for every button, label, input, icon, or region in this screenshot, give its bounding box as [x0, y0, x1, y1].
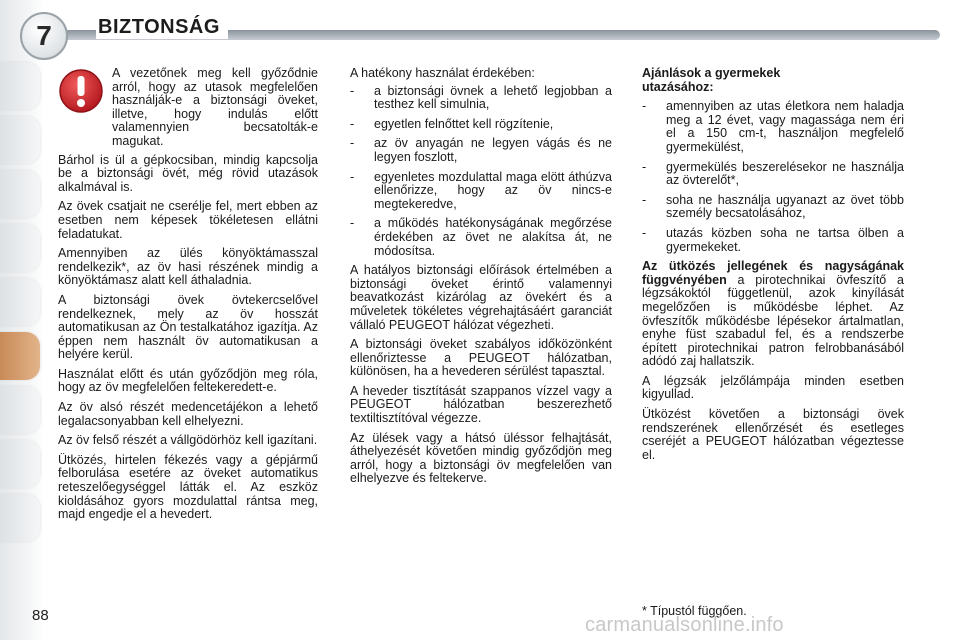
side-tab[interactable]	[0, 116, 40, 164]
paragraph: Ütközés, hirtelen fékezés vagy a gépjármű felborulása esetére az öveket automatikus reteszelőegységgel látták el. Az eszköz kioldásához gyors mozdulattal rántsa meg, majd engedje el a hevedert.	[58, 452, 318, 522]
side-tab[interactable]	[0, 494, 40, 542]
side-navigation-strip	[0, 0, 44, 640]
list-item: - gyermekülés beszerelésekor ne használja az övterelőt*,	[642, 161, 904, 188]
intro-paragraph	[58, 67, 318, 149]
paragraph-rest: a pirotechnikai övfeszítő a légzsákoktól függetlenül, azok kinyílását megelőzően is működésbe léphet. Az övfeszítők működésbe lépésekor ártalmatlan, enyhe füst szabadul fel, és a rendszerbe épített pirotechnikai patron felrobbanásából adódó zaj hallatszik.	[642, 272, 904, 369]
paragraph: A hatályos biztonsági előírások értelmében a biztonsági öveket érintő valamennyi beavatkozást kizárólag az övekért és a műveletek tökéletes végrehajtásáért garanciát vállaló PEUGEOT hálózat végezheti.	[350, 263, 612, 332]
list-item: - a működés hatékonyságának megőrzése érdekében az övet ne alakítsa át, ne módosítsa.	[350, 217, 612, 258]
paragraph: A biztonsági övek övtekercselővel rendelkeznek, mely az öv hosszát automatikusan az Ön testalkatához igazítja. Az éppen nem használt öv automatikusan a helyére kerül.	[58, 292, 318, 362]
chapter-badge	[20, 12, 68, 60]
chapter-number: 7	[36, 20, 52, 51]
side-tab[interactable]	[0, 278, 40, 326]
paragraph: Az övek csatjait ne cserélje fel, mert ebben az esetben nem képesek tökéletesen ellátni feladatukat.	[58, 199, 318, 241]
side-tab[interactable]	[0, 62, 40, 110]
paragraph: Használat előtt és után győződjön meg róla, hogy az öv megfelelően feltekeredett-e.	[58, 366, 318, 395]
pretensioner-paragraph	[642, 260, 904, 369]
paragraph: A légzsák jelzőlámpája minden esetben kigyullad.	[642, 373, 904, 402]
list-item: - egyetlen felnőttet kell rögzítenie,	[350, 118, 612, 132]
footnote: * Típustól függően.	[642, 604, 747, 618]
list-intro: A hatékony használat érdekében:	[350, 66, 535, 80]
column-1	[58, 67, 318, 528]
column-2	[350, 67, 612, 492]
side-tab-active[interactable]	[0, 332, 40, 380]
paragraph: Amennyiben az ülés könyöktámasszal rendelkezik*, az öv hasi részének mindig a könyöktámasz alatt kell áthaladnia.	[58, 246, 318, 288]
watermark: carmanualsonline.info	[585, 614, 784, 636]
list-item: - az öv anyagán ne legyen vágás és ne legyen foszlott,	[350, 137, 612, 164]
column-3	[642, 67, 904, 468]
paragraph: Az öv felső részét a vállgödörhöz kell igazítani.	[58, 433, 318, 448]
list-item: - a biztonsági övnek a lehető legjobban a testhez kell simulnia,	[350, 85, 612, 112]
list-item: - soha ne használja ugyanazt az övet több személy becsatolásához,	[642, 194, 904, 221]
bold-lead: Az ütközés jellegének és nagyságának függvényében	[642, 259, 904, 287]
list-item: - amennyiben az utas életkora nem haladja meg a 12 évet, vagy magassága nem éri el a 150 cm-t, használjon megfelelő gyermekülést,	[642, 100, 904, 154]
side-tab[interactable]	[0, 170, 40, 218]
intro-text: A vezetőnek meg kell győződnie arról, hogy az utasok megfelelően használják-e a biztonsági öveket, illetve, hogy indulás előtt valamennyien becsatolták-e magukat.	[112, 66, 318, 148]
paragraph: A biztonsági öveket szabályos időközönként ellenőriztesse a PEUGEOT hálózatban, különösen, ha a hevederen sérülést tapasztal.	[350, 337, 612, 379]
usage-list	[350, 85, 612, 259]
side-tab[interactable]	[0, 224, 40, 272]
paragraph: Bárhol is ül a gépkocsiban, mindig kapcsolja be a biztonsági övét, még rövid utazások alkalmával is.	[58, 152, 318, 194]
page-title: BIZTONSÁG	[96, 16, 228, 39]
paragraph: Az öv alsó részét medencetájékon a lehető legalacsonyabban kell elhelyezni.	[58, 400, 318, 428]
section-heading: Ajánlások a gyermekek utazásához:	[642, 66, 781, 94]
paragraph: Ütközést követően a biztonsági övek rendszerének ellenőrzését és esetleges cseréjét a PEUGEOT hálózatban végeztesse el.	[642, 407, 904, 462]
paragraph: A heveder tisztítását szappanos vízzel vagy a PEUGEOT hálózatban beszerezhető textiltisztítóval végezze.	[350, 383, 612, 426]
side-tab[interactable]	[0, 440, 40, 488]
list-item: - egyenletes mozdulattal maga elött áthúzva ellenőrizze, hogy az öv nincs-e megtekeredve,	[350, 171, 612, 212]
side-tab[interactable]	[0, 386, 40, 434]
list-item: - utazás közben soha ne tartsa ölben a gyermekeket.	[642, 227, 904, 254]
page-number: 88	[32, 607, 49, 624]
child-recommendations-list	[642, 100, 904, 254]
paragraph: Az ülések vagy a hátsó üléssor felhajtását, áthelyezését követően mindig győződjön meg arról, hogy a biztonsági öv megfelelően van elhelyezve és feltekerve.	[350, 430, 612, 486]
